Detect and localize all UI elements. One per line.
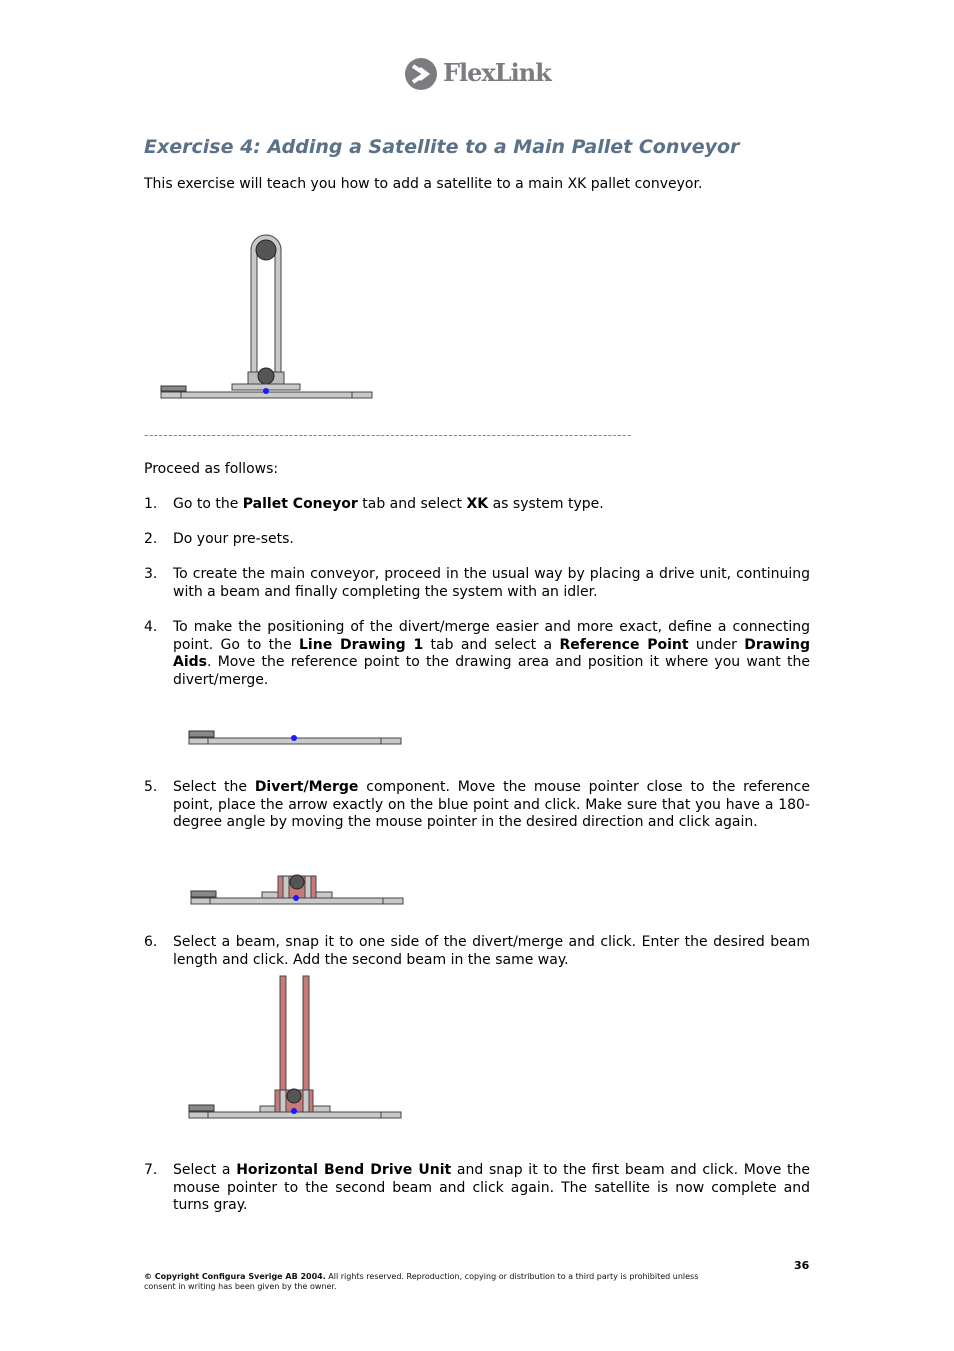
step-6 <box>144 934 810 969</box>
ui-term: Line Drawing 1 <box>299 636 424 653</box>
ui-term: Drawing Aids <box>173 636 810 670</box>
figure-reference-point <box>186 728 406 748</box>
copyright-footer <box>144 1272 764 1292</box>
step-text: Select a <box>173 1162 237 1178</box>
step-2 <box>144 531 810 549</box>
step-number: 6. <box>144 934 158 950</box>
step-text: tab and select <box>357 496 467 512</box>
logo-text: FlexLink <box>443 58 551 87</box>
step-1 <box>144 496 810 514</box>
step-text: To create the main conveyor, proceed in the usual way by placing a drive unit, continuing with a beam and finally completing the system with an idler. <box>173 566 810 600</box>
step-number: 7. <box>144 1162 158 1178</box>
step-text: component. Move the mouse pointer close to the reference point, place the arrow exactly on the blue point and click. Make sure that you have a 180-degree angle by moving the mouse pointer in the desired direction and click again. <box>173 779 810 830</box>
step-number: 3. <box>144 566 158 582</box>
step-text: as system type. <box>488 496 604 512</box>
figure-beams-added <box>186 974 406 1120</box>
step-number: 2. <box>144 531 158 547</box>
intro-text: This exercise will teach you how to add a satellite to a main XK pallet conveyor. <box>144 176 703 192</box>
figure-complete-satellite <box>156 228 378 404</box>
ui-term: Horizontal Bend Drive Unit <box>236 1162 452 1178</box>
ui-term: Pallet Coneyor <box>242 496 358 512</box>
step-text: Go to the <box>173 496 243 512</box>
step-number: 1. <box>144 496 158 512</box>
step-7 <box>144 1162 810 1215</box>
step-4 <box>144 619 810 689</box>
step-5 <box>144 779 810 832</box>
proceed-text: Proceed as follows: <box>144 461 279 477</box>
page-number: 36 <box>794 1259 810 1272</box>
step-text: Select the <box>173 779 255 795</box>
step-text: tab and select a <box>423 636 560 653</box>
copyright-bold: © Copyright Configura Sverige AB 2004. <box>144 1272 326 1281</box>
figure-divert-merge <box>188 868 408 908</box>
step-text: and snap it to the first beam and click. Move the mouse pointer to the second beam and click again. The satellite is now complete and turns gray. <box>173 1162 811 1213</box>
ui-term: Divert/Merge <box>254 779 359 795</box>
copyright-text: All rights reserved. Reproduction, copying or distribution to a third party is prohibited unless <box>325 1272 699 1281</box>
copyright-line2: consent in writing has been given by the owner. <box>144 1282 337 1291</box>
step-text: . Move the reference point to the drawing area and position it where you want the divert/merge. <box>173 654 810 688</box>
step-text: under <box>688 636 745 653</box>
step-number: 4. <box>144 619 158 635</box>
step-text: Do your pre-sets. <box>173 531 294 547</box>
ui-term: Reference Point <box>559 636 689 653</box>
step-number: 5. <box>144 779 158 795</box>
ui-term: XK <box>466 496 489 512</box>
step-text: Select a beam, snap it to one side of the divert/merge and click. Enter the desired beam length and click. Add the second beam in the same way. <box>173 934 810 968</box>
page-title: Exercise 4: Adding a Satellite to a Main Pallet Conveyor <box>144 136 740 158</box>
separator-line: ----------------------------------------------------------------------------------------------------- <box>144 428 632 442</box>
step-text: To make the positioning of the divert/merge easier and more exact, define a connecting point. Go to the <box>173 619 810 653</box>
step-3 <box>144 566 810 601</box>
